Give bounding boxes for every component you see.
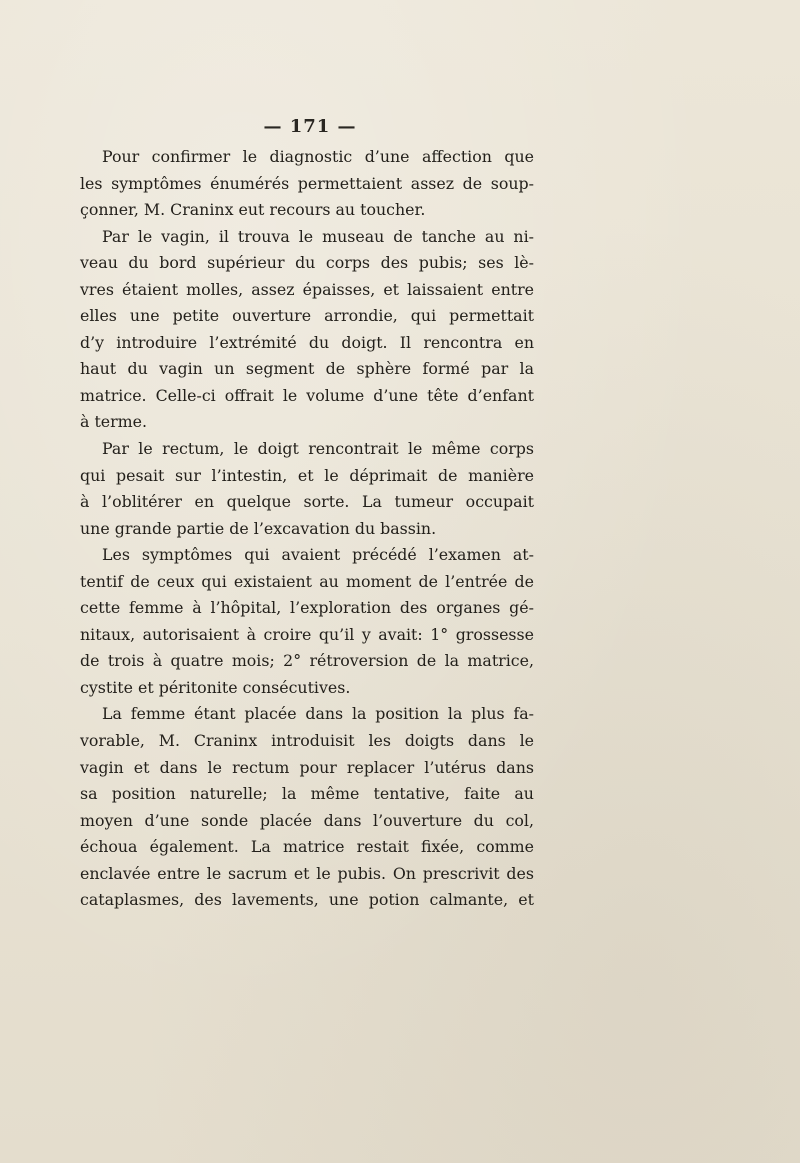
text-line: sa position naturelle; la même tentative, faite au <box>80 784 534 804</box>
text-line: Par le vagin, il trouva le museau de tanche au ni- <box>102 226 534 246</box>
text-line: à terme. <box>80 412 148 432</box>
text-line: elles une petite ouverture arrondie, qui permettait <box>80 306 534 326</box>
text-line: moyen d’une sonde placée dans l’ouverture du col, <box>80 810 534 830</box>
text-line: veau du bord supérieur du corps des pubis; ses lè- <box>80 253 534 273</box>
text-line: La femme étant placée dans la position la plus fa- <box>102 704 534 724</box>
text-line: échoua également. La matrice restait fixée, comme <box>80 837 534 857</box>
page-number: — 171 — <box>263 116 357 137</box>
text-line: vres étaient molles, assez épaisses, et laissaient entre <box>80 279 534 299</box>
text-line: matrice. Celle-ci offrait le volume d’une tête d’enfant <box>80 385 534 405</box>
text-line: vagin et dans le rectum pour replacer l’utérus dans <box>80 757 534 777</box>
text-line: enclavée entre le sacrum et le pubis. On prescrivit des <box>80 863 534 883</box>
text-line: haut du vagin un segment de sphère formé par la <box>80 359 534 379</box>
text-line: Pour confirmer le diagnostic d’une affection que <box>102 147 534 166</box>
text-line: çonner, M. Craninx eut recours au toucher. <box>80 200 426 220</box>
text-line: Par le rectum, le doigt rencontrait le même corps <box>102 439 534 459</box>
text-line: une grande partie de l’excavation du bassin. <box>80 518 437 538</box>
text-line: de trois à quatre mois; 2° rétroversion de la matrice, <box>80 651 534 671</box>
text-line: les symptômes énumérés permettaient assez de soup- <box>80 173 534 193</box>
text-line: vorable, M. Craninx introduisit les doigts dans le <box>80 731 534 751</box>
text-line: Les symptômes qui avaient précédé l’examen at- <box>102 545 534 565</box>
text-line: d’y introduire l’extrémité du doigt. Il rencontra en <box>80 332 534 352</box>
text-line: à l’oblitérer en quelque sorte. La tumeur occupait <box>80 492 534 512</box>
text-line: qui pesait sur l’intestin, et le déprimait de manière <box>80 465 534 485</box>
text-line: cystite et péritonite consécutives. <box>80 677 351 697</box>
text-line: cataplasmes, des lavements, une potion calmante, et <box>80 890 534 910</box>
text-line: cette femme à l’hôpital, l’exploration des organes gé- <box>80 598 534 618</box>
body-text <box>80 144 534 914</box>
text-line: tentif de ceux qui existaient au moment de l’entrée de <box>80 571 534 591</box>
text-line: nitaux, autorisaient à croire qu’il y avait: 1° grossesse <box>80 624 534 644</box>
